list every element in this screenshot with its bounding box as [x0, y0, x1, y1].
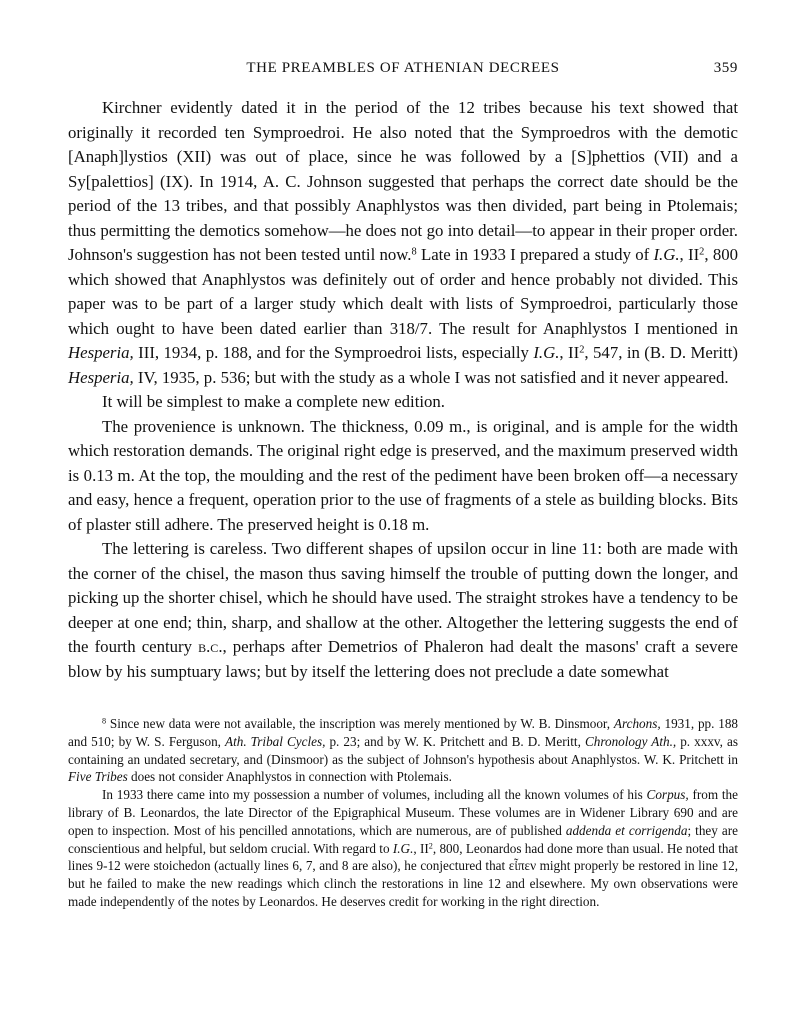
main-text	[68, 96, 738, 684]
footnote-marker: 8	[102, 716, 107, 726]
greek-word: εἶπεν	[508, 858, 537, 874]
footnote-8: $^8$ Since new data were not available, the inscription was merely mentioned by W. B. Dinsmoor, Archons, 1931, pp. 188 and 510; by W. S. Ferguson, Ath. Tribal Cycles, p. 23; and by W. K. Pritchett and B. D. Meritt, Chronology Ath., p. xxxv, as containing an undated secretary, and (Dinsmoor) as the subject of Johnson's hypothesis about Anaphlystos. W. K. Pritchett in Five Tribes does not consider Anaphlystos in connection with Ptolemais.	[68, 716, 739, 785]
footnote-ref-8: 8	[411, 246, 417, 258]
paragraph-provenience: The provenience is unknown. The thickness, 0.09 m., is original, and is ample for the width which restoration demands. The original right edge is preserved, and the maximum preserved width is 0.13 m. At the top, the moulding and the rest of the pediment have been broken off—a necessary and easy, hence a frequent, operation prior to the use of fragments of a stele as building blocks. Bits of plaster still adhere. The preserved height is 0.18 m.	[68, 416, 738, 534]
paragraph-kirchner: Kirchner evidently dated it in the period of the 12 tribes because his text showed that originally it recorded ten Symproedroi. He also noted that the Symproedros with the demotic [Anaph]lystios (XII) was out of place, since he was followed by a [S]phettios (VII) and a Sy[palettios] (IX). In 1914, A. C. Johnson suggested that perhaps the correct date should be the period of the 13 tribes, and that possibly Anaphlystos was then divided, part being in Ptolemais; thus permitting the demotics somehow—he does not go into detail—to appear in their proper order. Johnson's suggestion has not been tested until now.$^8$ Late in 1933 I prepared a study of I.G., $II^2$, 800 which showed that Anaphlystos was definitely out of order and hence probably not divided. This paper was to be part of a larger study which dealt with lists of Symproedroi, particularly those which ought to have been dated earlier than 318/7. The result for Anaphlystos I mentioned in Hesperia, III, 1934, p. 188, and for the Symproedroi lists, especially I.G., $II^2$, 547, in (B. D. Meritt) Hesperia, IV, 1935, p. 536; but with the study as a whole I was not satisfied and it never appeared.	[68, 98, 738, 387]
paragraph-lettering: The lettering is careless. Two different shapes of upsilon occur in line 11: both are made with the corner of the chisel, the mason thus saving himself the trouble of putting down the longer, and picking up the shorter chisel, which he should have used. The straight strokes have a tendency to be deeper at one end; thin, sharp, and shallow at the other. Altogether the lettering suggests the end of the fourth century b.c., perhaps after Demetrios of Phaleron had dealt the masons' craft a severe blow by his sumptuary laws; but by itself the lettering does not preclude a date somewhat	[68, 539, 738, 681]
page-number: 359	[713, 60, 738, 76]
running-title: THE PREAMBLES OF ATHENIAN DECREES	[246, 60, 560, 76]
paragraph-new-edition: It will be simplest to make a complete new edition.	[102, 392, 445, 411]
footnote-continuation: In 1933 there came into my possession a number of volumes, including all the known volumes of his Corpus, from the library of B. Leonardos, the late Director of the Epigraphical Museum. These volumes are in Widener Library 690 and are open to inspection. Most of his pencilled annotations, which are numerous, are of published addenda et corrigenda; they are conscientious and helpful, but seldom crucial. With regard to I.G., $II^2$, 800, Leonardos had done more than usual. He noted that lines 9-12 were stoichedon (actually lines 6, 7, and 8 are also), he conjectured that εἶπεν might properly be restored in line 12, but he failed to make the new readings which clinch the restorations in line 12 and elsewhere. My own observations were made independently of the notes by Leonardos. He deserves credit for working in the right direction.	[68, 787, 739, 909]
footnotes	[68, 715, 738, 911]
running-header	[68, 60, 738, 84]
